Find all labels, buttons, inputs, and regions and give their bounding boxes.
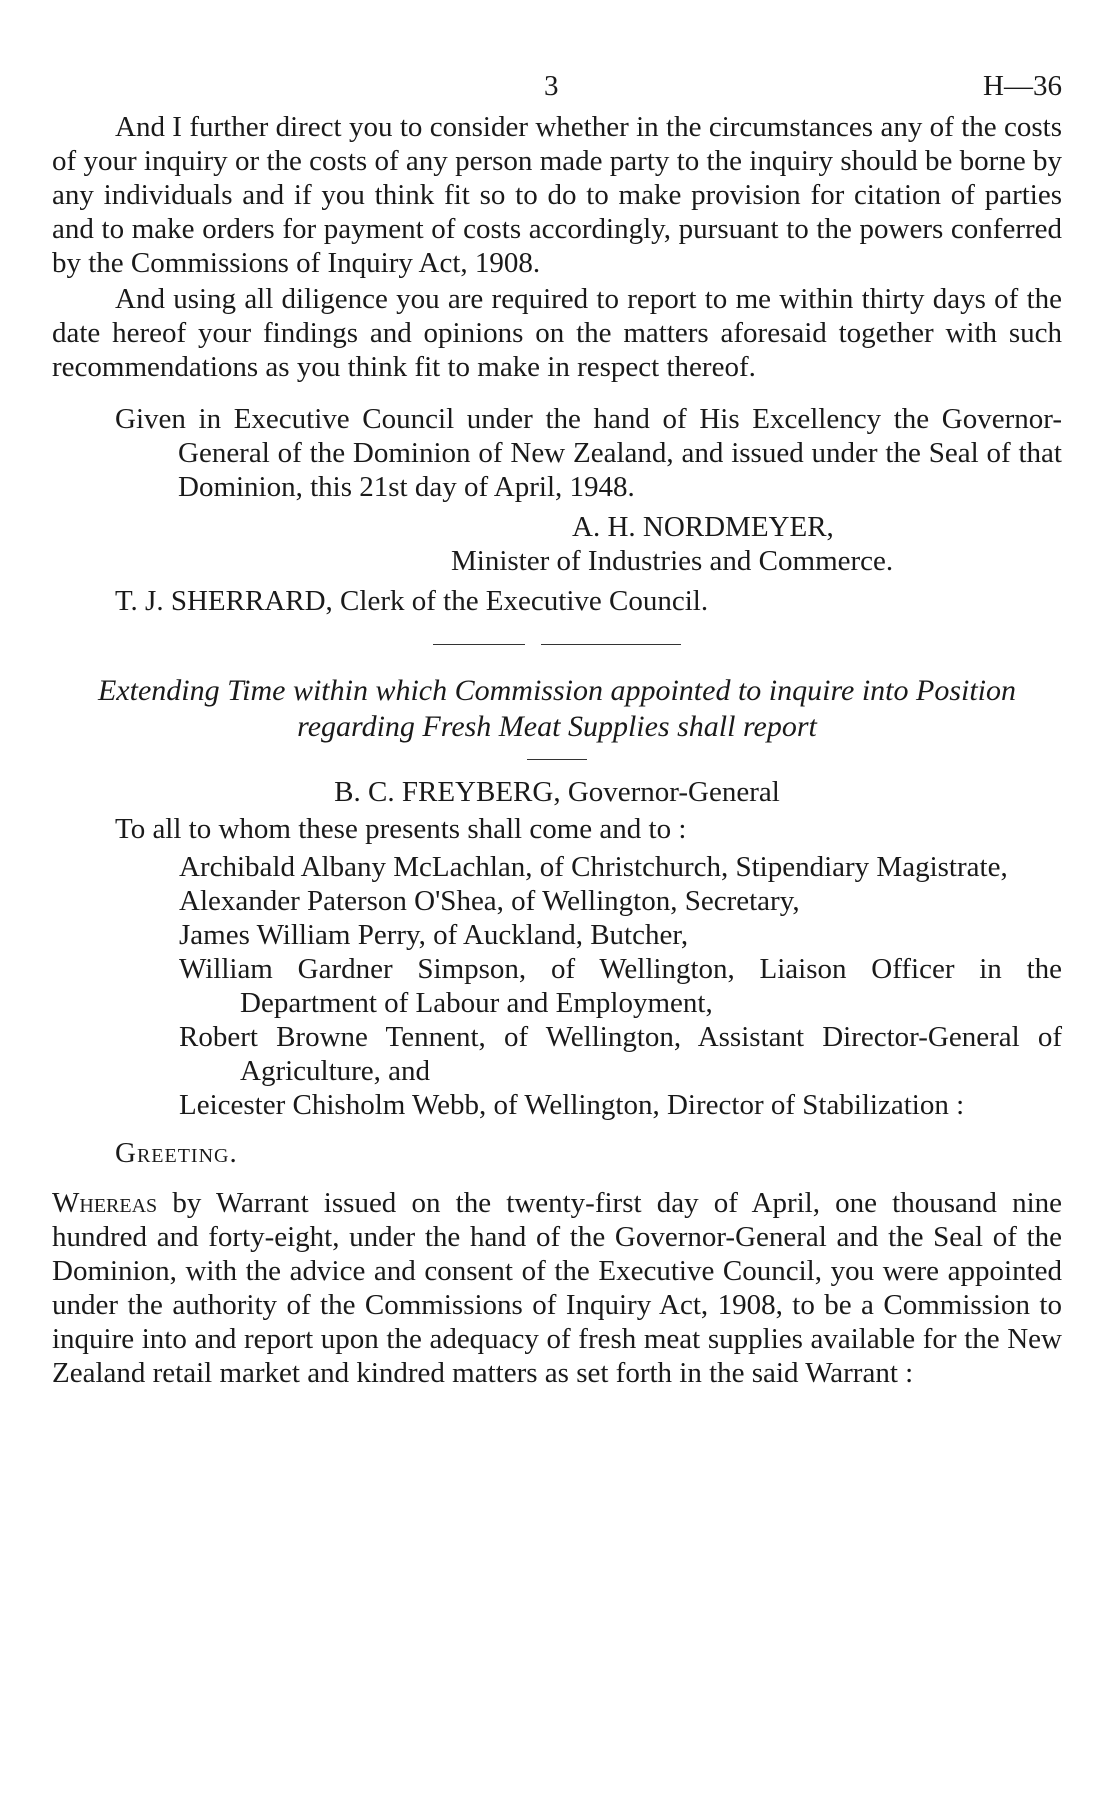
document-page <box>52 70 1062 1390</box>
commissioner-list <box>52 850 1062 1122</box>
governor-general-line: B. C. FREYBERG, Governor-General <box>334 776 780 808</box>
minister-title: Minister of Industries and Commerce. <box>451 545 894 577</box>
page-number: 3 <box>544 70 559 102</box>
list-item: Leicester Chisholm Webb, of Wellington, Director of Stabilization : <box>179 1089 965 1121</box>
heading-divider <box>527 759 587 760</box>
whereas-body: by Warrant issued on the twenty-first day of April, one thousand nine hundred and forty-eight, under the hand of the Governor-General and the Seal of the Dominion, with the advice and consent of the Executive Council, you were appointed under the authority of the Commissions of Inquiry Act, 1908, to be a Commission to inquire into and report upon the adequacy of fresh meat supplies available for the New Zealand retail market and kindred matters as set forth in the said Warrant : <box>52 1187 1062 1389</box>
whereas-paragraph <box>52 1186 1062 1390</box>
list-item: William Gardner Simpson, of Wellington, Liaison Officer in the Department of Labour and Employment, <box>179 953 1062 1019</box>
diligence-paragraph: And using all diligence you are required to report to me within thirty days of the date hereof your findings and opinions on the matters aforesaid together with such recommendations as you think fit to make in respect thereof. <box>52 283 1062 383</box>
given-in-council-paragraph: Given in Executive Council under the hand of His Excellency the Governor-General of the Dominion of New Zealand, and issued under the Seal of that Dominion, this 21st day of April, 1948. <box>115 403 1062 503</box>
minister-signature: A. H. NORDMEYER, <box>572 511 834 543</box>
list-item: Robert Browne Tennent, of Wellington, Assistant Director-General of Agriculture, and <box>179 1021 1062 1087</box>
list-item: James William Perry, of Auckland, Butcher, <box>179 919 689 951</box>
costs-paragraph: And I further direct you to consider whether in the circumstances any of the costs of your inquiry or the costs of any person made party to the inquiry should be borne by any individuals and if you think fit so to do to make provision for citation of parties and to make orders for payment of costs accordingly, pursuant to the powers conferred by the Commissions of Inquiry Act, 1908. <box>52 111 1062 279</box>
document-reference: H—36 <box>983 70 1062 102</box>
greeting: Greeting. <box>115 1137 238 1169</box>
whereas-lead: Whereas <box>52 1187 158 1219</box>
address-line: To all to whom these presents shall come and to : <box>115 813 687 845</box>
page-header <box>52 70 1062 110</box>
section-divider <box>433 644 681 645</box>
clerk-signature: T. J. SHERRARD, Clerk of the Executive Council. <box>115 585 709 617</box>
list-item: Archibald Albany McLachlan, of Christchurch, Stipendiary Magistrate, <box>179 851 1008 883</box>
warrant-heading: Extending Time within which Commission appointed to inquire into Position regarding Fresh Meat Supplies shall report <box>97 674 1017 743</box>
list-item: Alexander Paterson O'Shea, of Wellington, Secretary, <box>179 885 800 917</box>
